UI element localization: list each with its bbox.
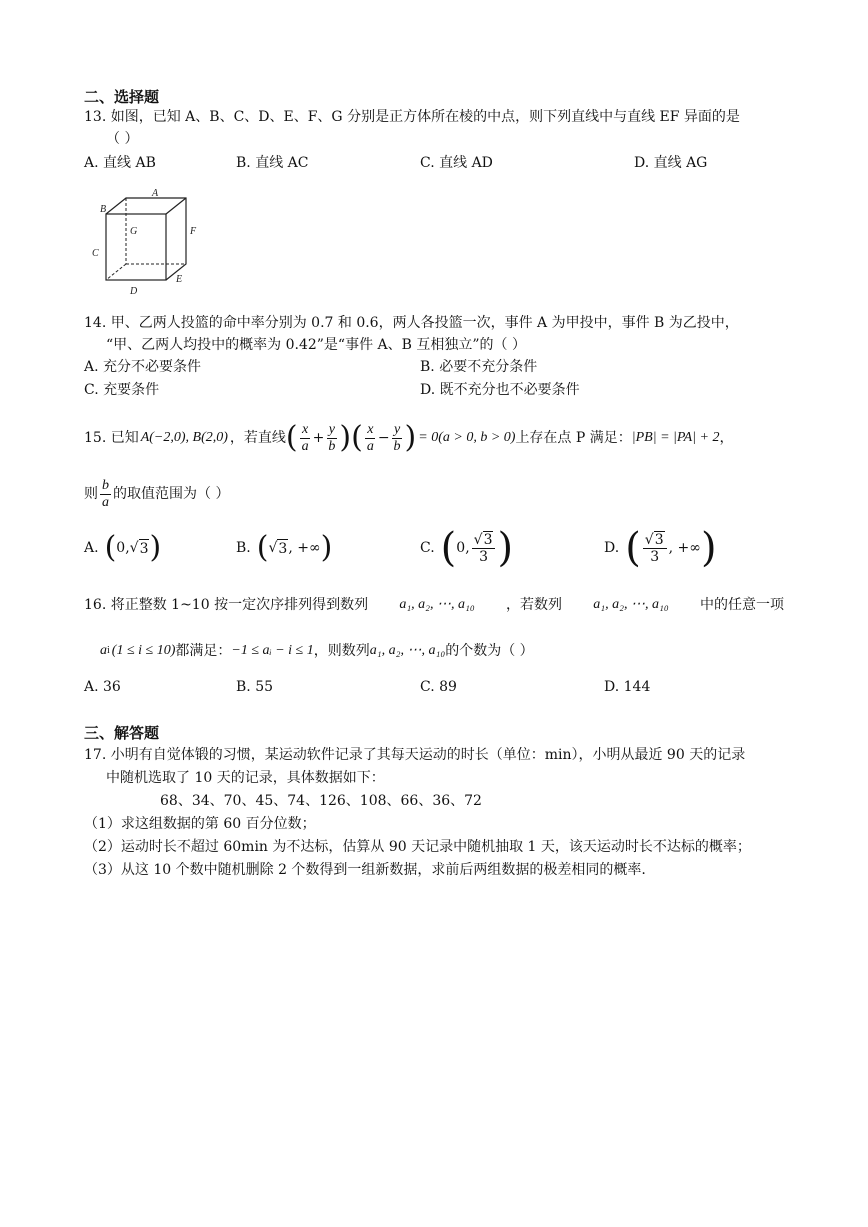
q15-line2-suffix: 的取值范围为（ ） — [113, 486, 230, 502]
q15-opt-d-tail: , +∞ — [668, 540, 701, 556]
q15-paren: ( — [285, 420, 298, 455]
q17-stem-line2: 中随机选取了 10 天的记录，具体数据如下： — [106, 770, 385, 786]
q15-opt-d-frac: $\frac{√3}{3}$ — [643, 532, 667, 565]
q13-option-b[interactable]: B. 直线 AC — [236, 155, 309, 171]
q16-ai-range: (1 ≤ i ≤ 10) — [111, 643, 176, 658]
q14-option-d[interactable]: D. 既不充分也不必要条件 — [420, 382, 580, 398]
q15-paren: ) — [149, 530, 162, 565]
q16-option-c[interactable]: C. 89 — [420, 679, 457, 695]
q15-frac-y-b: $\frac{y}{b}$ — [328, 421, 336, 454]
q15-mid2: 上存在点 P 满足： — [515, 430, 632, 446]
q15-option-d[interactable] — [604, 524, 717, 572]
label-e: E — [176, 274, 183, 285]
q16-option-b[interactable]: B. 55 — [236, 679, 274, 695]
q15-opt-b-label: B. — [236, 540, 251, 556]
q17-part2: （2）运动时长不超过 60min 为不达标，估算从 90 天记录中随机抽取 1 天，该天运动时长不达标的概率； — [84, 839, 751, 855]
q15-opt-a-label: A. — [84, 540, 99, 556]
q17-stem-line1: 17. 小明有自觉体锻的习惯，某运动软件记录了其每天运动的时长（单位：min），小明从最近 90 天的记录 — [84, 747, 746, 763]
q15-mid1: ，若直线 — [229, 430, 286, 446]
q17-part1: （1）求这组数据的第 60 百分位数； — [84, 816, 316, 832]
label-g: G — [130, 226, 138, 237]
q13-option-d[interactable]: D. 直线 AG — [634, 155, 708, 171]
q15-frac-y-b-2: $\frac{y}{b}$ — [393, 421, 401, 454]
label-a: A — [152, 188, 159, 199]
q15-paren: ) — [339, 420, 352, 455]
q17-part3: （3）从这 10 个数中随机删除 2 个数得到一组新数据，求前后两组数据的极差相同的概率. — [84, 862, 646, 878]
q16-suffix2: 的个数为（ ） — [445, 643, 534, 659]
q15-frac-x-a: $\frac{x}{a}$ — [301, 421, 309, 454]
cube-hidden-diagonal — [106, 264, 126, 280]
q16-option-d[interactable]: D. 144 — [604, 679, 651, 695]
q16-mid2: 都满足： — [175, 643, 232, 659]
q15-frac-x-a-2: $\frac{x}{a}$ — [366, 421, 374, 454]
q15-opt-c-label: C. — [420, 540, 435, 556]
q16-prefix: 16. 将正整数 1~10 按一定次序排列得到数列 — [84, 597, 369, 613]
q16-suffix: 中的任意一项 — [699, 597, 784, 613]
q15-opt-a-sqrt: 3 — [139, 540, 149, 557]
q15-paren: ( — [625, 525, 641, 571]
q15-option-c[interactable] — [420, 524, 513, 572]
q16-ai-sub: i — [107, 645, 110, 656]
q17-data: 68、34、70、45、74、126、108、66、36、72 — [160, 793, 482, 809]
section-heading-answer: 三、解答题 — [84, 724, 160, 742]
q15-opt-c-zero: 0, — [456, 540, 470, 556]
label-f: F — [190, 226, 197, 237]
q15-opt-d-label: D. — [604, 540, 620, 556]
q16-ai: a — [100, 643, 107, 658]
q16-seq: a₁, a₂, ⋯, a₁₀ — [369, 643, 446, 658]
q15-condition: = 0(a > 0, b > 0) — [418, 430, 516, 445]
q13-option-a[interactable]: A. 直线 AB — [84, 155, 156, 171]
q16-stem-line2 — [100, 642, 534, 660]
q16-mid3: ，则数列 — [313, 643, 370, 659]
q16-seq: a₁, a₂, ⋯, a₁₀ — [593, 597, 669, 612]
q15-minus: − — [377, 430, 390, 446]
q14-option-b[interactable]: B. 必要不充分条件 — [420, 359, 538, 375]
q15-opt-b-sqrt: 3 — [278, 540, 288, 557]
q15-plus: + — [312, 430, 325, 446]
q15-paren: ( — [256, 530, 269, 565]
q13-stem-line1: 13. 如图，已知 A、B、C、D、E、F、G 分别是正方体所在棱的中点，则下列直线中与直线 EF 异面的是 — [84, 109, 740, 125]
q15-option-a[interactable]: A. ( 0, √ 3 ) — [84, 530, 162, 565]
q15-end: ， — [719, 430, 734, 446]
q15-paren: ) — [320, 530, 333, 565]
q15-stem-line2 — [84, 474, 229, 514]
q15-paren: ( — [104, 530, 117, 565]
q16-mid: ，若数列 — [506, 597, 563, 613]
q15-opt-c-frac: $\frac{√3}{3}$ — [472, 532, 496, 565]
section-heading-choice: 二、选择题 — [84, 88, 160, 106]
q15-paren: ) — [700, 525, 717, 571]
q15-opt-a-zero: 0, — [116, 540, 130, 556]
q15-paren: ( — [351, 420, 363, 455]
q15-paren: ) — [404, 420, 417, 455]
q13-cube-figure — [86, 184, 206, 296]
q15-points: A(−2,0), B(2,0) — [140, 430, 228, 445]
q15-relation: |PB| = |PA| + 2 — [631, 430, 720, 445]
q14-stem-line1: 14. 甲、乙两人投篮的命中率分别为 0.7 和 0.6，两人各投篮一次，事件 A 为甲投中，事件 B 为乙投中， — [84, 315, 739, 331]
label-d: D — [130, 286, 138, 296]
label-b: B — [100, 204, 107, 215]
q15-frac-b-a: $\frac{b}{a}$ — [102, 477, 109, 510]
q16-stem-line1 — [84, 596, 784, 614]
q15-stem-line1 — [84, 418, 733, 458]
q16-option-a[interactable]: A. 36 — [84, 679, 121, 695]
q14-option-a[interactable]: A. 充分不必要条件 — [84, 359, 202, 375]
q15-opt-b-tail: , +∞ — [288, 540, 321, 556]
q15-paren: ( — [440, 525, 457, 571]
q13-option-c[interactable]: C. 直线 AD — [420, 155, 493, 171]
q14-option-c[interactable]: C. 充要条件 — [84, 382, 160, 398]
q15-line2-prefix: 则 — [84, 486, 98, 502]
q15-prefix: 15. 已知 — [84, 430, 139, 446]
q14-stem-line2: “甲、乙两人均投中的概率为 0.42”是“事件 A、B 互相独立”的（ ） — [106, 337, 526, 353]
q13-stem-line2: （ ） — [106, 131, 139, 147]
q16-seq: a₁, a₂, ⋯, a₁₀ — [399, 597, 475, 612]
cube-front-face — [106, 214, 166, 280]
q15-option-b[interactable]: B. ( √ 3 , +∞ ) — [236, 530, 333, 565]
q16-inequality: −1 ≤ aᵢ − i ≤ 1 — [231, 643, 314, 658]
q15-paren: ) — [497, 525, 514, 571]
cube-back-edges — [106, 198, 186, 280]
label-c: C — [92, 248, 99, 259]
